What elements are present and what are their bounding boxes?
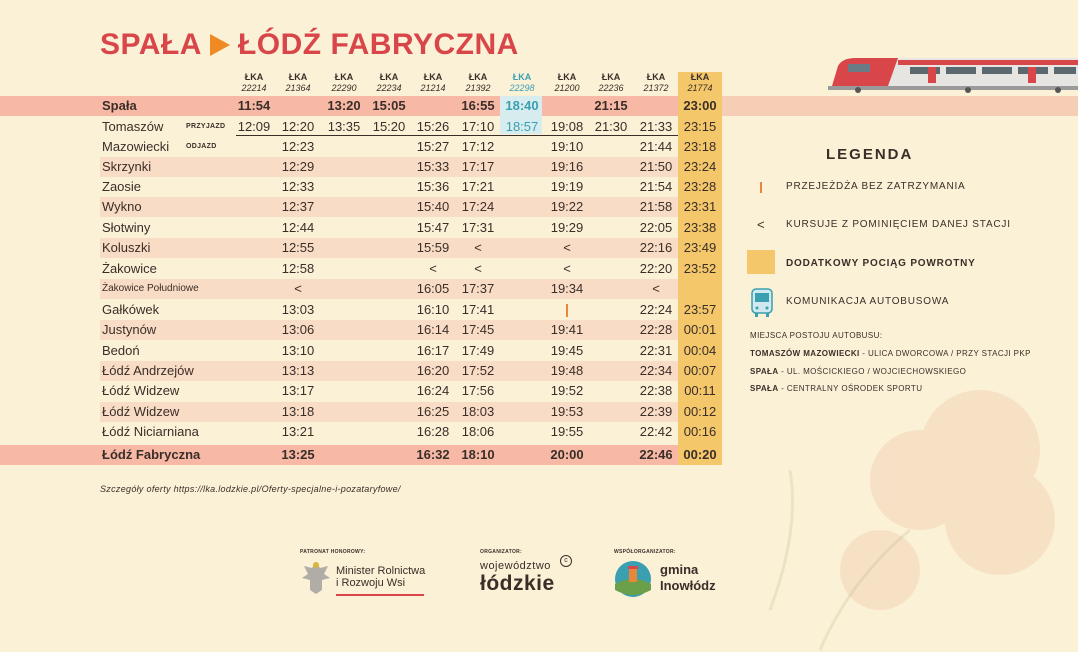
time-cell: 23:00 [683, 98, 717, 113]
time-cell: 12:09 [237, 119, 271, 134]
time-cell: 22:39 [639, 404, 673, 419]
train-icon [828, 52, 1078, 94]
time-cell: 19:29 [550, 220, 584, 235]
time-cell: 16:32 [416, 447, 450, 462]
time-cell: 12:58 [281, 261, 315, 276]
time-cell: 15:40 [416, 199, 450, 214]
patron-underline [336, 594, 424, 596]
table-row [0, 218, 722, 238]
time-cell: 23:31 [683, 199, 717, 214]
table-row [0, 402, 722, 422]
time-cell: 12:33 [281, 179, 315, 194]
station-name: Zaosie [102, 179, 142, 194]
station-name: Wykno [102, 199, 142, 214]
table-row [0, 238, 722, 258]
time-cell: 16:24 [416, 383, 450, 398]
time-cell: 17:17 [461, 159, 495, 174]
train-header: ŁKA 21364 [285, 72, 311, 93]
time-cell: 00:07 [683, 363, 717, 378]
legend-bus: KOMUNIKACJA AUTOBUSOWA [786, 296, 950, 307]
time-cell: 00:11 [684, 383, 716, 398]
skip-station-marker: < [294, 281, 302, 296]
time-cell: 00:04 [683, 343, 717, 358]
time-cell: 12:44 [281, 220, 315, 235]
time-cell: 22:24 [639, 302, 673, 317]
time-cell: 23:38 [683, 220, 717, 235]
eagle-emblem-icon [300, 560, 332, 596]
skip-station-marker: < [474, 240, 482, 255]
station-name: Łódź Andrzejów [102, 363, 194, 378]
time-cell: 19:34 [550, 281, 584, 296]
time-cell: 00:20 [683, 447, 717, 462]
station-name: Słotwiny [102, 220, 151, 235]
time-cell: 17:37 [461, 281, 495, 296]
time-cell: 23:24 [683, 159, 717, 174]
train-header: ŁKA 21774 [687, 72, 713, 93]
spala-row-band-right [720, 96, 1078, 116]
station-name: Łódź Widzew [102, 404, 180, 419]
coorganizer-label: WSPÓŁORGANIZATOR: [614, 549, 676, 555]
pass-through-icon [760, 182, 762, 193]
bus-stop-2: SPAŁA - UL. MOŚCICKIEGO / WOJCIECHOWSKIEGO [750, 367, 967, 376]
table-row [0, 117, 722, 137]
gmina-logo-icon [614, 560, 652, 598]
skip-station-marker: < [563, 261, 571, 276]
table-row [0, 177, 722, 197]
station-name: Tomaszów [102, 119, 164, 134]
title-destination: ŁÓDŹ FABRYCZNA [237, 28, 519, 61]
time-cell: 22:28 [639, 322, 673, 337]
station-name: Skrzynki [102, 159, 152, 174]
time-cell: 17:10 [461, 119, 495, 134]
skip-station-marker: < [652, 281, 660, 296]
time-cell: 16:05 [416, 281, 450, 296]
station-name: Bedoń [102, 343, 140, 358]
direction-arrow-icon [210, 34, 230, 56]
time-cell: 19:53 [550, 404, 584, 419]
poppy-decoration [760, 330, 1078, 652]
time-cell: 23:28 [683, 179, 717, 194]
time-cell: 17:12 [461, 139, 495, 154]
bus-stops-label: MIEJSCA POSTOJU AUTOBUSU: [750, 331, 883, 340]
time-cell: 21:44 [639, 139, 673, 154]
time-cell: 12:37 [281, 199, 315, 214]
offer-details-link[interactable]: Szczegóły oferty https://lka.lodzkie.pl/Oferty-specjalne-i-pozataryfowe/ [100, 484, 401, 494]
time-cell: 22:34 [639, 363, 673, 378]
train-header: ŁKA 22290 [331, 72, 357, 93]
time-cell: 18:40 [505, 98, 539, 113]
station-name: Żakowice [102, 261, 157, 276]
time-cell: 16:25 [416, 404, 450, 419]
time-cell: 22:46 [639, 447, 673, 462]
time-cell: 18:06 [461, 424, 495, 439]
time-cell: 16:55 [461, 98, 495, 113]
table-row [0, 422, 722, 442]
time-cell: 15:47 [416, 220, 450, 235]
time-cell: 13:10 [281, 343, 315, 358]
time-cell: 17:31 [461, 220, 495, 235]
page-title [100, 28, 519, 62]
train-header: ŁKA 21372 [643, 72, 669, 93]
time-cell: 19:41 [550, 322, 584, 337]
station-name: Łódź Fabryczna [102, 447, 201, 462]
skip-station-marker: < [429, 261, 437, 276]
patron-label: PATRONAT HONOROWY: [300, 549, 366, 555]
train-header: ŁKA 21200 [554, 72, 580, 93]
time-cell: 21:33 [639, 119, 673, 134]
time-cell: 19:08 [550, 119, 584, 134]
train-header: ŁKA 21214 [420, 72, 446, 93]
coorganizer-name: gmina Inowłódz [660, 562, 716, 593]
time-cell: 19:48 [550, 363, 584, 378]
table-row [0, 96, 722, 116]
time-cell: 22:05 [639, 220, 673, 235]
time-cell: 15:59 [416, 240, 450, 255]
bus-icon [751, 288, 773, 318]
time-cell: 15:26 [416, 119, 450, 134]
legend-skip: KURSUJE Z POMINIĘCIEM DANEJ STACJI [786, 219, 1011, 230]
skip-station-icon: < [757, 217, 765, 232]
train-header: ŁKA 22214 [241, 72, 267, 93]
table-row [0, 361, 722, 381]
station-name: Justynów [102, 322, 157, 337]
time-cell: 17:56 [461, 383, 495, 398]
copyright-icon: c [560, 555, 572, 567]
time-cell: 17:52 [461, 363, 495, 378]
train-header: ŁKA 22234 [376, 72, 402, 93]
bus-stop-1: TOMASZÓW MAZOWIECKI - ULICA DWORCOWA / PRZY STACJI PKP [750, 349, 1031, 358]
time-cell: 13:25 [281, 447, 315, 462]
table-row [0, 137, 722, 157]
time-cell: 19:16 [550, 159, 584, 174]
station-name: Łódź Niciarniana [102, 424, 199, 439]
time-cell: 18:57 [505, 119, 539, 134]
time-cell: 21:54 [639, 179, 673, 194]
time-cell: 15:05 [372, 98, 406, 113]
time-cell: 22:31 [639, 343, 673, 358]
station-name: Koluszki [102, 240, 151, 255]
station-name: Gałkówek [102, 302, 160, 317]
time-cell: 13:13 [281, 363, 315, 378]
bus-stop-3: SPAŁA - CENTRALNY OŚRODEK SPORTU [750, 384, 923, 393]
time-cell: 16:20 [416, 363, 450, 378]
time-cell: 22:42 [639, 424, 673, 439]
time-cell: 19:22 [550, 199, 584, 214]
organizer-region: województwo [480, 560, 551, 572]
time-cell: 13:03 [281, 302, 315, 317]
time-cell: 18:10 [461, 447, 495, 462]
time-cell: 17:45 [461, 322, 495, 337]
time-cell: 13:20 [327, 98, 361, 113]
time-cell: 22:20 [639, 261, 673, 276]
train-header: ŁKA 22236 [598, 72, 624, 93]
pass-through-icon [545, 302, 589, 317]
title-origin: SPAŁA [100, 28, 202, 61]
time-cell: 23:57 [683, 302, 717, 317]
time-cell: 21:15 [594, 98, 628, 113]
table-row [0, 197, 722, 217]
legend-pass: PRZEJEŻDŻA BEZ ZATRZYMANIA [786, 181, 966, 192]
time-cell: 23:49 [683, 240, 717, 255]
time-cell: 19:52 [550, 383, 584, 398]
time-cell: 16:14 [416, 322, 450, 337]
time-cell: 11:54 [237, 98, 271, 113]
station-name: Spała [102, 98, 137, 113]
time-cell: 21:50 [639, 159, 673, 174]
time-cell: 00:12 [683, 404, 717, 419]
time-cell: 20:00 [550, 447, 584, 462]
time-cell: 23:18 [683, 139, 717, 154]
time-cell: 22:16 [639, 240, 673, 255]
time-cell: 16:28 [416, 424, 450, 439]
time-cell: 17:21 [461, 179, 495, 194]
time-cell: 19:45 [550, 343, 584, 358]
table-row [0, 279, 722, 299]
time-cell: 16:17 [416, 343, 450, 358]
time-cell: 12:20 [281, 119, 315, 134]
time-cell: 17:49 [461, 343, 495, 358]
time-cell: 19:10 [550, 139, 584, 154]
skip-station-marker: < [563, 240, 571, 255]
station-name: Łódź Widzew [102, 383, 180, 398]
table-row [0, 320, 722, 340]
time-cell: 13:06 [281, 322, 315, 337]
organizer-name: łódzkie [480, 572, 555, 595]
time-cell: 22:38 [639, 383, 673, 398]
table-row [0, 157, 722, 177]
table-row [0, 445, 722, 465]
time-cell: 21:58 [639, 199, 673, 214]
time-cell: 13:21 [281, 424, 315, 439]
time-cell: 17:41 [461, 302, 495, 317]
time-cell: 15:33 [416, 159, 450, 174]
station-name: Mazowiecki [102, 139, 170, 154]
time-cell: 17:24 [461, 199, 495, 214]
time-cell: 13:17 [281, 383, 315, 398]
time-cell: 18:03 [461, 404, 495, 419]
time-cell: 12:29 [281, 159, 315, 174]
patron-name: Minister Rolnictwa i Rozwoju Wsi [336, 565, 426, 589]
time-cell: 00:16 [683, 424, 717, 439]
arrival-departure-tag: PRZYJAZD [186, 123, 226, 130]
time-cell: 15:20 [372, 119, 406, 134]
time-cell: 16:10 [416, 302, 450, 317]
time-cell: 00:01 [683, 322, 717, 337]
legend-extra: DODATKOWY POCIĄG POWROTNY [786, 258, 976, 269]
time-cell: 12:55 [281, 240, 315, 255]
time-cell: 23:52 [683, 261, 717, 276]
train-header: ŁKA 22298 [509, 72, 535, 93]
time-cell: 12:23 [281, 139, 315, 154]
time-cell: 19:55 [550, 424, 584, 439]
legend-title: LEGENDA [826, 146, 914, 163]
time-cell: 19:19 [550, 179, 584, 194]
time-cell: 15:36 [416, 179, 450, 194]
table-row [0, 341, 722, 361]
time-cell: 15:27 [416, 139, 450, 154]
table-row [0, 259, 722, 279]
time-cell: 13:18 [281, 404, 315, 419]
time-cell: 13:35 [327, 119, 361, 134]
train-header: ŁKA 21392 [465, 72, 491, 93]
station-name: Żakowice Południowe [102, 283, 199, 294]
extra-train-swatch [747, 250, 775, 274]
table-row [0, 381, 722, 401]
table-row [0, 300, 722, 320]
skip-station-marker: < [474, 261, 482, 276]
time-cell: 23:15 [683, 119, 717, 134]
time-cell: 21:30 [594, 119, 628, 134]
organizer-label: ORGANIZATOR: [480, 549, 523, 555]
arrival-departure-tag: ODJAZD [186, 143, 217, 150]
